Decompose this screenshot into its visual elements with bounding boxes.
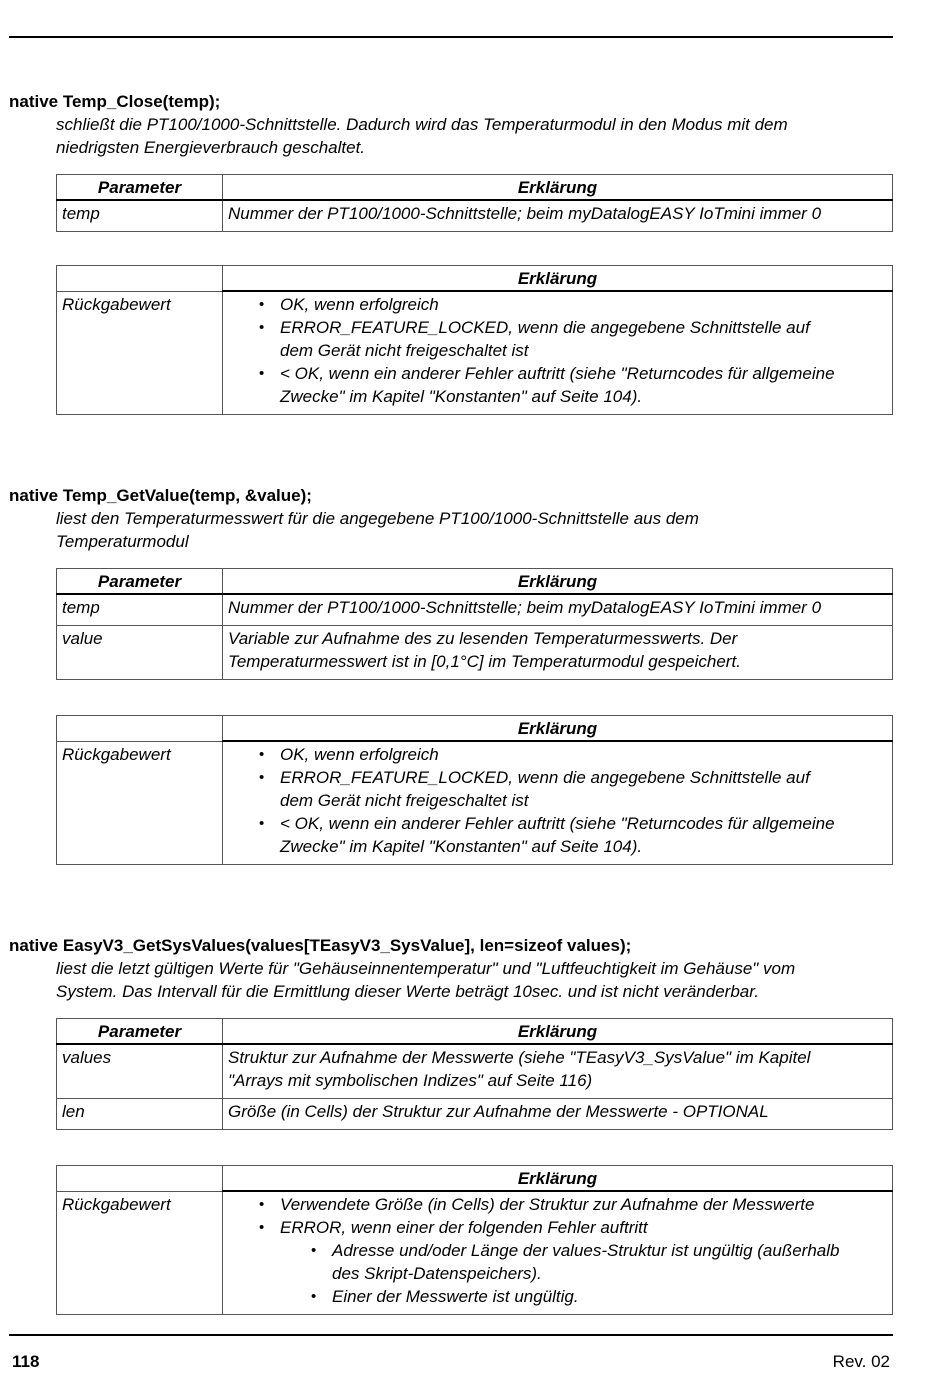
- param-name: values: [57, 1044, 223, 1099]
- explanation-header: Erklärung: [223, 1166, 893, 1192]
- table-row: [57, 1099, 893, 1130]
- return-label: Rückgabewert: [57, 741, 223, 865]
- return-explanation: [223, 741, 893, 865]
- list-item: • < OK, wenn ein anderer Fehler auftritt (siehe "Returncodes für allgemeine Zwecke" im Kapitel "Konstanten" auf Seite 104).: [280, 812, 887, 858]
- param-explanation: Größe (in Cells) der Struktur zur Aufnahme der Messwerte - OPTIONAL: [223, 1099, 893, 1130]
- param-explanation: Nummer der PT100/1000-Schnittstelle; beim myDatalogEASY IoTmini immer 0: [223, 594, 893, 626]
- list-item: • ERROR, wenn einer der folgenden Fehler auftritt • Adresse und/oder Länge der values-Struktur ist ungültig (außerhalb des Skript-Datenspeichers). • Einer der Messwerte ist ungültig.: [280, 1216, 887, 1308]
- table-row: [57, 594, 893, 626]
- function-section-easyv3-getsysvalues: [9, 934, 893, 1003]
- return-table: [56, 1165, 893, 1315]
- list-item: • < OK, wenn ein anderer Fehler auftritt (siehe "Returncodes für allgemeine Zwecke" im Kapitel "Konstanten" auf Seite 104).: [280, 362, 887, 408]
- table-row: [57, 1044, 893, 1099]
- return-explanation: [223, 1191, 893, 1315]
- table-row: [57, 1191, 893, 1315]
- return-table: [56, 715, 893, 865]
- empty-header-cell: [57, 1166, 223, 1192]
- list-item: • Adresse und/oder Länge der values-Struktur ist ungültig (außerhalb des Skript-Datenspeichers).: [332, 1239, 887, 1285]
- param-explanation: Struktur zur Aufnahme der Messwerte (siehe "TEasyV3_SysValue" im Kapitel "Arrays mit symbolischen Indizes" auf Seite 116): [223, 1044, 893, 1099]
- return-label: Rückgabewert: [57, 1191, 223, 1315]
- function-section-temp-getvalue: [9, 484, 893, 553]
- function-signature: native Temp_Close(temp);: [9, 92, 221, 111]
- revision-label: Rev. 02: [832, 1352, 890, 1371]
- parameter-table: [56, 1018, 893, 1130]
- function-signature: native EasyV3_GetSysValues(values[TEasyV3_SysValue], len=sizeof values);: [9, 936, 632, 955]
- explanation-header: Erklärung: [223, 1019, 893, 1045]
- param-header: Parameter: [57, 569, 223, 595]
- return-explanation: [223, 291, 893, 415]
- table-row: [57, 291, 893, 415]
- explanation-header: Erklärung: [223, 175, 893, 201]
- parameter-table: [56, 568, 893, 680]
- list-item: • OK, wenn erfolgreich: [280, 293, 887, 316]
- header-rule: [9, 36, 893, 38]
- return-list: [228, 743, 887, 858]
- function-description: schließt die PT100/1000-Schnittstelle. Dadurch wird das Temperaturmodul in den Modus mit dem niedrigsten Energieverbrauch geschaltet.: [56, 115, 788, 157]
- return-list: [228, 1193, 887, 1308]
- param-name: value: [57, 626, 223, 680]
- table-row: [57, 626, 893, 680]
- page-number: 118: [12, 1352, 40, 1371]
- function-signature: native Temp_GetValue(temp, &value);: [9, 486, 312, 505]
- param-name: len: [57, 1099, 223, 1130]
- list-item: • OK, wenn erfolgreich: [280, 743, 887, 766]
- explanation-header: Erklärung: [223, 716, 893, 742]
- return-table: [56, 265, 893, 415]
- function-description: liest die letzt gültigen Werte für "Gehäuseinnentemperatur" und "Luftfeuchtigkeit im Gehäuse" vom System. Das Intervall für die Ermittlung dieser Werte beträgt 10sec. und ist nicht veränderbar.: [56, 959, 796, 1001]
- list-item: • Einer der Messwerte ist ungültig.: [332, 1285, 887, 1308]
- return-list: [228, 293, 887, 408]
- param-explanation: Nummer der PT100/1000-Schnittstelle; beim myDatalogEASY IoTmini immer 0: [223, 200, 893, 232]
- explanation-header: Erklärung: [223, 266, 893, 292]
- return-label: Rückgabewert: [57, 291, 223, 415]
- empty-header-cell: [57, 266, 223, 292]
- function-section-temp-close: [9, 90, 893, 159]
- param-header: Parameter: [57, 175, 223, 201]
- param-name: temp: [57, 594, 223, 626]
- list-item: • ERROR_FEATURE_LOCKED, wenn die angegebene Schnittstelle auf dem Gerät nicht freigeschaltet ist: [280, 316, 887, 362]
- table-row: [57, 200, 893, 232]
- empty-header-cell: [57, 716, 223, 742]
- parameter-table: [56, 174, 893, 232]
- list-item: • ERROR_FEATURE_LOCKED, wenn die angegebene Schnittstelle auf dem Gerät nicht freigeschaltet ist: [280, 766, 887, 812]
- function-description: liest den Temperaturmesswert für die angegebene PT100/1000-Schnittstelle aus dem Temperaturmodul: [56, 509, 699, 551]
- explanation-header: Erklärung: [223, 569, 893, 595]
- param-header: Parameter: [57, 1019, 223, 1045]
- sub-list: [280, 1239, 887, 1308]
- table-row: [57, 741, 893, 865]
- list-item: • Verwendete Größe (in Cells) der Struktur zur Aufnahme der Messwerte: [280, 1193, 887, 1216]
- footer-rule: [9, 1334, 893, 1336]
- param-name: temp: [57, 200, 223, 232]
- param-explanation: Variable zur Aufnahme des zu lesenden Temperaturmesswerts. Der Temperaturmesswert ist in [0,1°C] im Temperaturmodul gespeichert.: [223, 626, 893, 680]
